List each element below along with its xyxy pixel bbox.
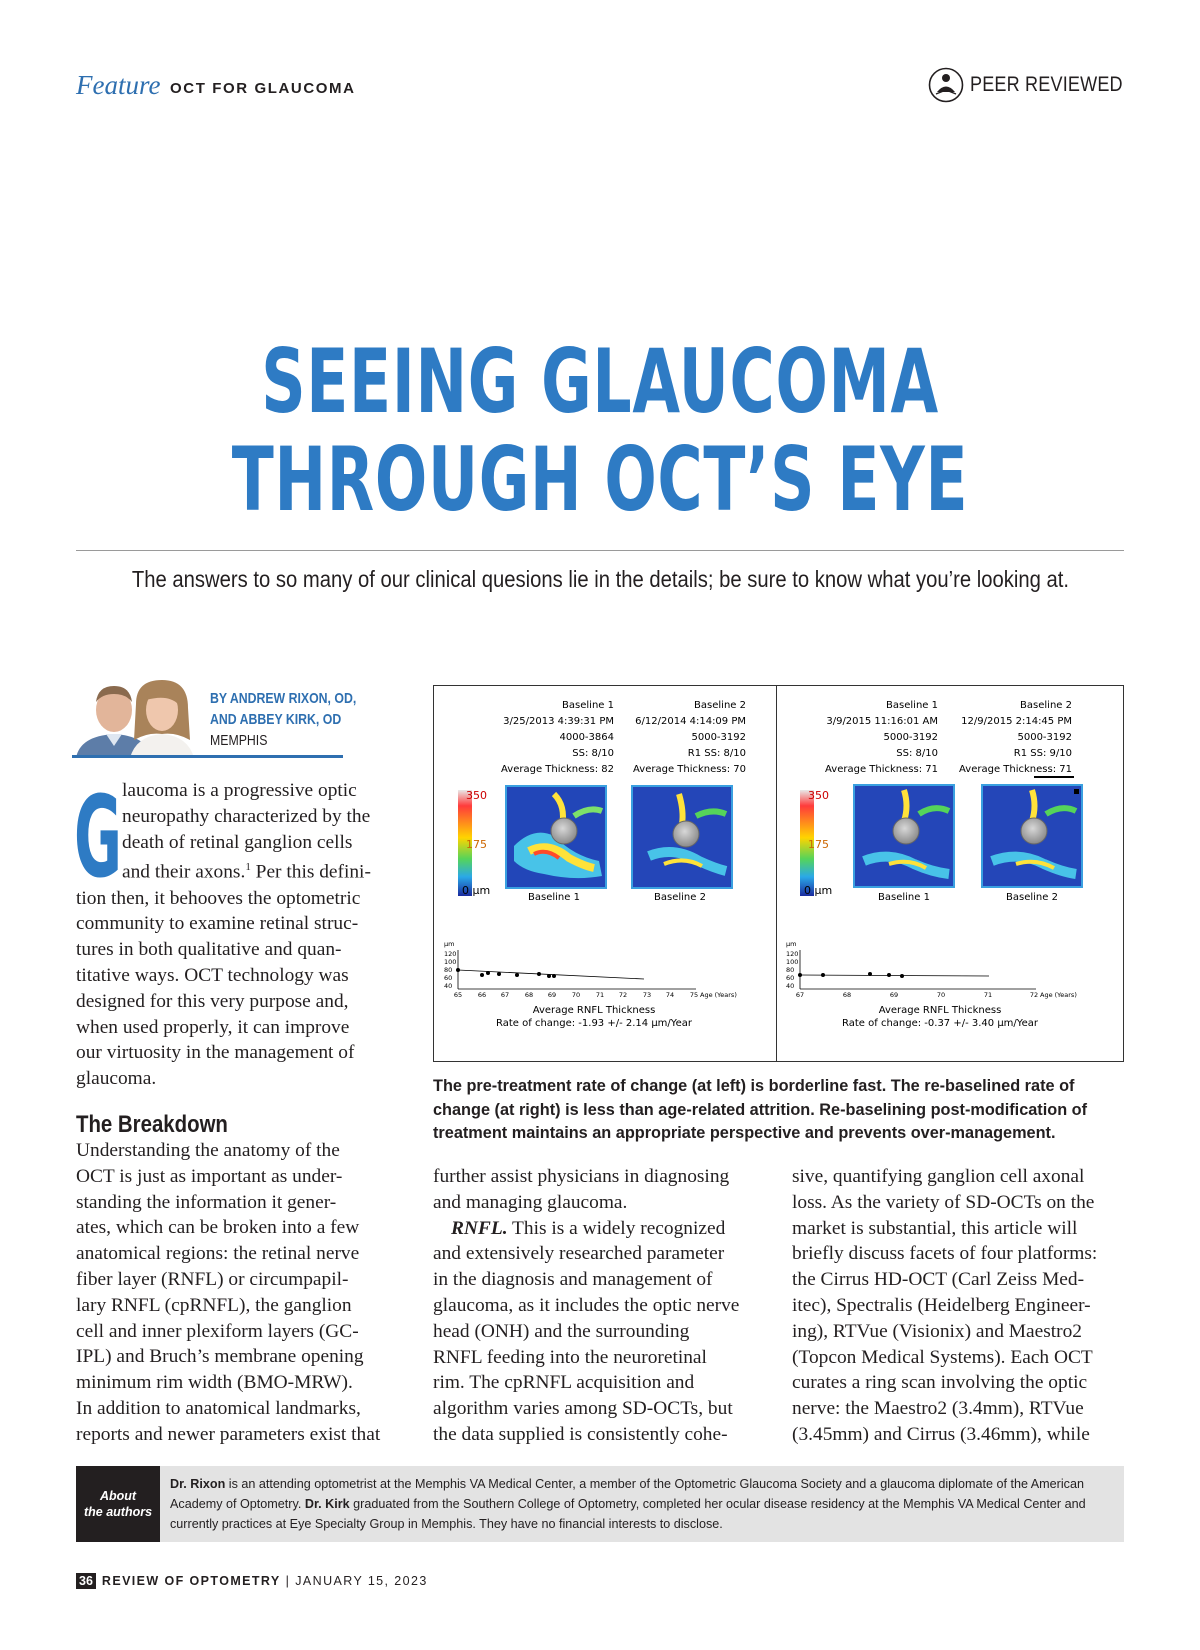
p2-b2-label: Baseline 2 (1020, 700, 1072, 711)
p1-scale-min: 0 μm (462, 884, 491, 897)
p1-b1-ss: SS: 8/10 (572, 748, 614, 759)
p1-xtick: 65 (453, 991, 463, 999)
svg-text:G: G (74, 778, 122, 882)
text-line: standing the information it gener- (76, 1191, 337, 1213)
p1-unit: μm (444, 940, 455, 948)
p1-rate: Rate of change: -1.93 +/- 2.14 μm/Year (496, 1018, 692, 1029)
column-3-text (792, 1164, 1097, 1448)
p1-b2-avg: Average Thickness: 70 (633, 764, 746, 775)
text-line: minimum rim width (BMO-MRW). (76, 1372, 353, 1394)
p1-scale-max: 350 (466, 789, 487, 802)
p1-ytick-40: 40 (444, 982, 453, 990)
text-line: loss. As the variety of SD-OCTs on the (792, 1191, 1095, 1213)
p2-ytick-100: 100 (786, 958, 799, 966)
about-authors-label: About the authors (76, 1466, 160, 1542)
footer-separator: | (285, 1574, 291, 1588)
p1-rnfl-map-2 (632, 786, 732, 888)
p2-rate: Rate of change: -0.37 +/- 3.40 μm/Year (842, 1018, 1038, 1029)
p1-b1-id: 4000-3864 (559, 732, 614, 743)
p2-xtick: 67 (795, 991, 805, 999)
intro-line: and their axons.$^1$ Per this defini- (122, 861, 371, 883)
figure-caption (433, 1075, 1123, 1146)
p1-plot-title: Average RNFL Thickness (532, 1005, 656, 1016)
p2-xtick: 70 (936, 991, 946, 999)
intro-line: laucoma is a progressive optic (122, 780, 357, 801)
feature-label: Feature (76, 70, 161, 100)
p1-map1-label: Baseline 1 (528, 892, 580, 903)
p1-b2-label: Baseline 2 (694, 700, 746, 711)
p1-xtick: 69 (547, 991, 557, 999)
publication-name: REVIEW OF OPTOMETRY (101, 1574, 281, 1588)
p1-xtick: 72 (618, 991, 628, 999)
text-line: and extensively researched parameter (433, 1243, 725, 1265)
p2-unit: μm (786, 940, 797, 948)
p1-b2-id: 5000-3192 (691, 732, 746, 743)
byline-author-1: BY ANDREW RIXON, OD, (210, 690, 357, 707)
p1-xtick: 71 (595, 991, 605, 999)
section-heading-breakdown: The Breakdown (76, 1111, 228, 1138)
p2-scale-mid: 175 (808, 838, 829, 851)
page-footer (76, 1573, 428, 1589)
byline-rule (72, 755, 343, 758)
deck: The answers to so many of our clinical quesions lie in the details; be sure to know what you’re looking at. (131, 566, 1069, 592)
p2-plot-title: Average RNFL Thickness (878, 1005, 1002, 1016)
byline-location: MEMPHIS (210, 732, 268, 749)
p1-xtick: 75 (689, 991, 699, 999)
p2-b1-label: Baseline 1 (886, 700, 938, 711)
p2-xtick: 71 (983, 991, 993, 999)
p2-b1-ss: SS: 8/10 (896, 748, 938, 759)
byline (210, 688, 388, 751)
p2-b2-avg: Average Thickness: 71 (959, 764, 1072, 775)
p1-rnfl-map-1 (506, 786, 606, 888)
p2-ytick-60: 60 (786, 974, 795, 982)
column-1-text (76, 1138, 380, 1448)
text-line: and managing glaucoma. (433, 1191, 628, 1213)
intro-line: titative ways. OCT technology was (76, 965, 349, 987)
p2-map1-label: Baseline 1 (878, 892, 930, 903)
p1-xtick: 66 (477, 991, 487, 999)
page-number: 36 (76, 1573, 96, 1589)
text-line: lary RNFL (cpRNFL), the ganglion (76, 1294, 352, 1316)
p1-b2-ss: R1 SS: 8/10 (687, 748, 746, 759)
intro-line: tion then, it behooves the optometric (76, 887, 361, 909)
text-line: sive, quantifying ganglion cell axonal (792, 1166, 1085, 1187)
intro-paragraph (76, 778, 371, 1092)
text-line: RNFL feeding into the neuroretinal (433, 1346, 707, 1368)
p2-rnfl-map-1 (854, 785, 954, 887)
p1-b1-date: 3/25/2013 4:39:31 PM (503, 716, 614, 727)
issue-date: JANUARY 15, 2023 (295, 1574, 428, 1588)
p2-b1-id: 5000-3192 (883, 732, 938, 743)
p2-xaxis-suffix: Age (Years) (1040, 991, 1077, 999)
p2-ytick-120: 120 (786, 950, 799, 958)
text-line: cell and inner plexiform layers (GC- (76, 1320, 359, 1342)
intro-line: tures in both qualitative and quan- (76, 939, 342, 961)
text-line: ates, which can be broken into a few (76, 1217, 360, 1239)
p1-xtick: 73 (642, 991, 652, 999)
about-line: currently practices at Eye Specialty Group in Memphis. They have no financial interests to disclose. (170, 1517, 723, 1531)
text-line: algorithm varies among SD-OCTs, but (433, 1398, 733, 1420)
p2-ytick-40: 40 (786, 982, 795, 990)
text-line: glaucoma, as it includes the optic nerve (433, 1294, 740, 1316)
p2-scale-max: 350 (808, 789, 829, 802)
text-line: nerve: the Maestro2 (3.4mm), RTVue (792, 1398, 1084, 1420)
caption-line: change (at right) is less than age-related attrition. Re-baselining post-modification of (433, 1100, 1088, 1119)
p2-scale-min: 0 μm (804, 884, 833, 897)
p2-xtick: 68 (842, 991, 852, 999)
text-line: IPL) and Bruch’s membrane opening (76, 1346, 364, 1368)
text-line: ing), RTVue (Visionix) and Maestro2 (792, 1320, 1083, 1342)
intro-line: designed for this very purpose and, (76, 990, 349, 1012)
p2-ytick-80: 80 (786, 966, 795, 974)
peer-reviewed-badge (928, 65, 1148, 105)
text-line: fiber layer (RNFL) or circumpapil- (76, 1268, 349, 1290)
p1-xtick: 68 (524, 991, 534, 999)
byline-author-2: AND ABBEY KIRK, OD (210, 711, 342, 728)
intro-line: when used properly, it can improve (76, 1016, 350, 1038)
text-line: (Topcon Medical Systems). Each OCT (792, 1346, 1093, 1368)
title-divider (76, 550, 1124, 551)
oct-figure-svg (434, 686, 1123, 1061)
text-line: rim. The cpRNFL acquisition and (433, 1372, 695, 1394)
p1-ytick-60: 60 (444, 974, 453, 982)
headline-line-2: THROUGH OCT’S EYE (231, 428, 969, 531)
intro-line: community to examine retinal struc- (76, 913, 359, 935)
p1-ytick-80: 80 (444, 966, 453, 974)
p2-b2-ss: R1 SS: 9/10 (1013, 748, 1072, 759)
text-line: market is substantial, this article will (792, 1217, 1078, 1239)
text-line: (3.45mm) and Cirrus (3.46mm), while (792, 1423, 1090, 1445)
rnfl-run-in: RNFL. (451, 1217, 508, 1239)
p2-xtick: 72 (1029, 991, 1039, 999)
text-line: the Cirrus HD-OCT (Carl Zeiss Med- (792, 1269, 1085, 1291)
p1-map2-label: Baseline 2 (654, 892, 706, 903)
about-line: Dr. Rixon is an attending optometrist at the Memphis VA Medical Center, a member of the Optometric Glaucoma Society and a glaucoma diplomate of the American (170, 1477, 1084, 1491)
p2-map2-label: Baseline 2 (1006, 892, 1058, 903)
about-authors-text (170, 1474, 1120, 1534)
headline-line-1: SEEING GLAUCOMA (261, 330, 939, 433)
p1-b1-avg: Average Thickness: 82 (501, 764, 614, 775)
text-line: OCT is just as important as under- (76, 1165, 343, 1187)
intro-line: death of retinal ganglion cells (122, 831, 353, 853)
text-line: curates a ring scan involving the optic (792, 1372, 1088, 1394)
text-line: In addition to anatomical landmarks, (76, 1397, 361, 1419)
p1-ytick-100: 100 (444, 958, 457, 966)
p1-xtick: 67 (500, 991, 510, 999)
text-line: itec), Spectralis (Heidelberg Engineer- (792, 1294, 1091, 1316)
p1-b1-label: Baseline 1 (562, 700, 614, 711)
p1-b2-date: 6/12/2014 4:14:09 PM (635, 716, 746, 727)
p2-xtick: 69 (889, 991, 899, 999)
text-line: in the diagnosis and management of (433, 1269, 713, 1291)
column-2-text (433, 1164, 739, 1448)
figure-divider (776, 685, 777, 1061)
p1-xaxis-suffix: Age (Years) (700, 991, 737, 999)
p1-xtick: 74 (665, 991, 675, 999)
p1-scale-mid: 175 (466, 838, 487, 851)
p2-b2-id: 5000-3192 (1017, 732, 1072, 743)
text-line: further assist physicians in diagnosing (433, 1166, 730, 1187)
p1-ytick-120: 120 (444, 950, 457, 958)
p2-b2-date: 12/9/2015 2:14:45 PM (961, 716, 1072, 727)
text-line: head (ONH) and the surrounding (433, 1320, 690, 1342)
p1-trend-plot (444, 940, 737, 999)
p1-xtick: 70 (571, 991, 581, 999)
peer-reviewed-icon (928, 67, 964, 103)
section-label: OCT FOR GLAUCOMA (170, 80, 356, 97)
intro-line: our virtuosity in the management of (76, 1042, 355, 1064)
text-line: Understanding the anatomy of the (76, 1140, 340, 1161)
footnote-ref: 1 (245, 861, 251, 874)
caption-line: treatment maintains an appropriate perspective and prevents over-management. (433, 1124, 1056, 1142)
p2-rnfl-map-2 (982, 785, 1082, 887)
p2-b1-avg: Average Thickness: 71 (825, 764, 938, 775)
text-line: briefly discuss facets of four platforms: (792, 1243, 1098, 1265)
intro-line: neuropathy characterized by the (122, 805, 371, 827)
author-photos (72, 674, 202, 758)
text-line: reports and newer parameters exist that (76, 1423, 381, 1445)
caption-line: The pre-treatment rate of change (at left) is borderline fast. The re-baselined rate of (433, 1077, 1075, 1095)
text-line: anatomical regions: the retinal nerve (76, 1243, 360, 1265)
oct-figure (433, 685, 1124, 1062)
peer-reviewed-text: PEER REVIEWED (970, 73, 1123, 96)
intro-line: glaucoma. (76, 1068, 157, 1090)
text-line: RNFL. This is a widely recognized (451, 1217, 726, 1239)
p2-b1-date: 3/9/2015 11:16:01 AM (826, 716, 938, 727)
text-line: the data supplied is consistently cohe- (433, 1423, 728, 1445)
about-line: Academy of Optometry. Dr. Kirk graduated from the Southern College of Optometry, completed her ocular disease residency at the Memphis VA Medical Center and (170, 1497, 1086, 1511)
p2-trend-plot (786, 940, 1077, 999)
